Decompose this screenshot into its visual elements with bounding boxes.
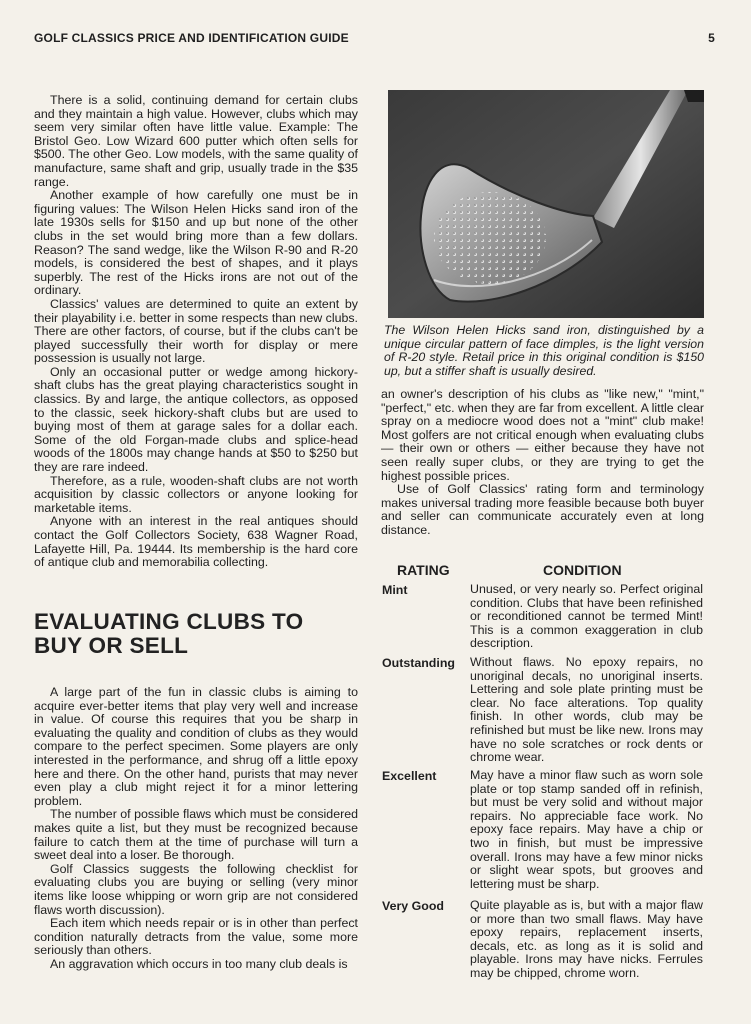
rating-term-outstanding: Outstanding (382, 656, 455, 670)
running-header (34, 31, 715, 45)
paragraph: Another example of how carefully one must be in figuring values: The Wilson Helen Hicks sand iron of the late 1930s sells for $150 and up but none of the other clubs in the set would bring more than a few dollars. Reason? The sand wedge, like the Wilson R-90 and R-20 models, is considered the best of shapes, and it plays superbly. The rest of the Hicks irons are not out of the ordinary. (34, 188, 358, 298)
paragraph: An aggravation which occurs in too many club deals is (50, 956, 348, 971)
condition-header: CONDITION (543, 562, 622, 578)
paragraph: Only an occasional putter or wedge among hickory-shaft clubs has the great playing characteristics sought in classics. By and large, the antique collectors, as opposed to the classic, seek hickory-shaft clubs but are used to buying most of them at garage sales for a dollar each. Some of the old Forgan-made clubs and splice-head woods of the 1800s may change hands at $50 to $250 but they are rare indeed. (34, 364, 358, 475)
page-number: 5 (708, 31, 715, 45)
intro-column (34, 94, 358, 570)
rating-desc-outstanding: Without flaws. No epoxy repairs, no unoriginal decals, no unoriginal inserts. Lettering and sole plate printing must be clear. No face alterations. Top quality finish. In other words, club may be refinished but must be like new. Irons may have no sole scratches or rock dents or chrome wear. (470, 655, 703, 765)
sand-iron-photo (388, 90, 704, 318)
paragraph: There is a solid, continuing demand for certain clubs and they maintain a high value. However, clubs which may seem very similar often have little value. Example: The Bristol Geo. Low Wizard 600 putter which often sells for $500. The other Geo. Low models, with the same quality of manufacture, same shaft and grip, usually trade in the $35 range. (34, 93, 358, 189)
right-column (381, 388, 704, 538)
section-heading (34, 610, 303, 658)
photo-caption: The Wilson Helen Hicks sand iron, distinguished by a unique circular pattern of face dimples, is the light version of R-20 style. Retail price in this original condition is $150 up, but a stiffer shaft is usually desired. (384, 323, 704, 378)
paragraph: Anyone with an interest in the real antiques should contact the Golf Collectors Society, 638 Wagner Road, Lafayette Hill, Pa. 19444. Its membership is the hard core of antique club and memorabilia collecting. (34, 514, 358, 570)
rating-desc-very-good: Quite playable as is, but with a major flaw or more than two small flaws. May have epoxy repairs, replacement inserts, decals, etc. as long as it is solid and playable. Irons may have nicks. Ferrules may be chipped, chrome worn. (470, 898, 703, 980)
section-heading-line1: EVALUATING CLUBS TO (34, 609, 304, 634)
rating-header: RATING (397, 562, 450, 578)
paragraph: Therefore, as a rule, wooden-shaft clubs are not worth acquisition by classic collectors or anyone looking for marketable items. (34, 473, 358, 515)
paragraph: Each item which needs repair or is in other than perfect condition naturally detracts from the value, some more seriously than others. (34, 916, 358, 958)
header-title: GOLF CLASSICS PRICE AND IDENTIFICATION GUIDE (34, 31, 349, 45)
rating-term-very-good: Very Good (382, 899, 444, 913)
paragraph: Golf Classics suggests the following checklist for evaluating clubs you are buying or selling (very minor items like loose whipping or worn grip are not considered flaws worth discussion). (34, 861, 358, 917)
paragraph: Classics' values are determined to quite an extent by their playability i.e. better in some respects than new clubs. There are other factors, of course, but if the clubs can't be played successfully their worth for display or mere possession is usually not large. (34, 296, 358, 366)
paragraph: Use of Golf Classics' rating form and terminology makes universal trading more feasible because both buyer and seller can communicate accurately even at long distance. (381, 482, 704, 537)
rating-term-mint: Mint (382, 583, 408, 597)
paragraph: an owner's description of his clubs as "like new," "mint," "perfect," etc. when they are far from excellent. A little clear spray on a mediocre wood does not a "mint" club make! Most golfers are not critical enough when evaluating clubs — their own or others — either because they have not seen really super clubs, or they are trying to get the highest possible prices. (381, 387, 704, 483)
paragraph: A large part of the fun in classic clubs is aiming to acquire ever-better items that play very well and increase in value. Of course this requires that you be sharp in evaluating the quality and condition of clubs as they would compare to the perfect specimen. Some players are only interested in the performance, and shrug off a little epoxy here and there. On the other hand, purists that may never even play a club might reject it for a minor lettering problem. (34, 685, 358, 808)
rating-desc-mint: Unused, or very nearly so. Perfect original condition. Clubs that have been refinished or reconditioned cannot be termed Mint! This is a common exaggeration in club description. (470, 582, 703, 651)
paragraph: The number of possible flaws which must be considered makes quite a list, but they must be recognized because failure to catch them at the time of purchase will turn a sweet deal into a loser. Be thorough. (34, 807, 358, 863)
section-heading-line2: BUY OR SELL (34, 633, 189, 658)
rating-desc-excellent: May have a minor flaw such as worn sole plate or top stamp sanded off in refinish, but must be very solid and without major repairs. No appreciable face work. No epoxy face repairs. May have a chip or two in finish, but must be impressive overall. Irons may have a few minor nicks or slight wear spots, but grooves and lettering must be sharp. (470, 768, 703, 891)
evaluating-column (34, 686, 358, 971)
rating-term-excellent: Excellent (382, 769, 437, 783)
